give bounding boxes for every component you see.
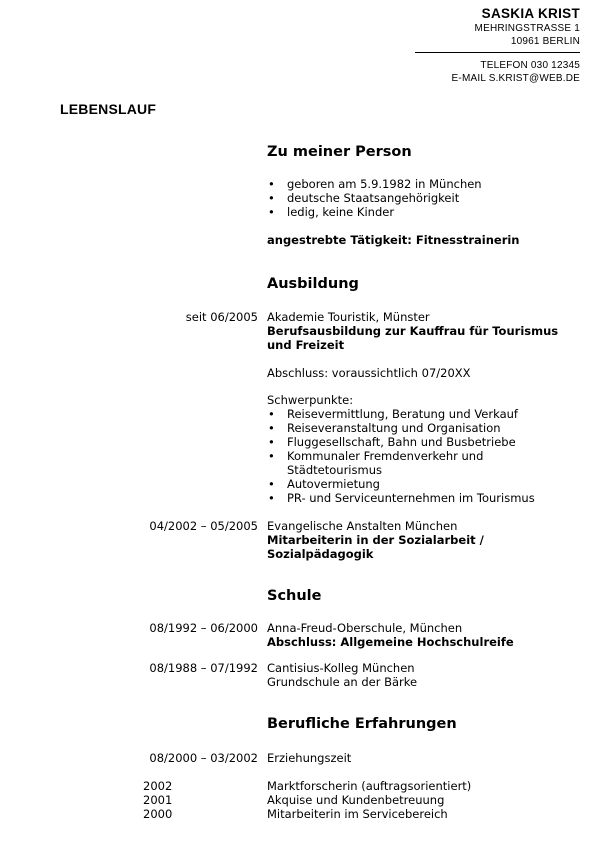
focus-label: Schwerpunkte: (267, 393, 354, 407)
section-heading-schule: Schule (267, 588, 322, 604)
entry-degree-cont: und Freizeit (267, 338, 345, 352)
entry-role: Mitarbeiterin in der Sozialarbeit / (267, 533, 484, 547)
list-item: • deutsche Staatsangehörigkeit (267, 191, 482, 205)
section-heading-beruf: Berufliche Erfahrungen (267, 716, 457, 732)
list-item: • Fluggesellschaft, Bahn und Busbetriebe (267, 435, 535, 449)
list-item (267, 449, 535, 477)
entry-year: 2002 (143, 779, 173, 793)
header-divider (415, 52, 580, 53)
email: E-MAIL S.KRIST@WEB.DE (451, 73, 580, 84)
entry-abschluss: Abschluss: voraussichtlich 07/20XX (267, 366, 471, 380)
header-contact (452, 59, 580, 85)
list-item: • ledig, keine Kinder (267, 205, 482, 219)
entry-date: 04/2002 – 05/2005 (149, 519, 258, 533)
entry-school-cont: Grundschule an der Bärke (267, 675, 418, 689)
list-item: • geboren am 5.9.1982 in München (267, 177, 482, 191)
entry-year: 2001 (143, 793, 173, 807)
entry-text: Erziehungszeit (267, 751, 352, 765)
list-item-line: Kommunaler Fremdenverkehr und (287, 449, 484, 463)
entry-abschluss: Abschluss: Allgemeine Hochschulreife (267, 635, 514, 649)
career-goal: angestrebte Tätigkeit: Fitnesstrainerin (267, 233, 520, 247)
document-title: LEBENSLAUF (60, 101, 157, 117)
entry-date: 08/1988 – 07/1992 (149, 661, 258, 675)
address-city: 10961 BERLIN (510, 36, 580, 47)
phone: TELEFON 030 12345 (480, 60, 580, 71)
list-item: • Reisevermittlung, Beratung und Verkauf (267, 407, 535, 421)
focus-list (267, 407, 535, 505)
entry-year: 2000 (143, 807, 173, 821)
entry-institution: Akademie Touristik, Münster (267, 310, 430, 324)
entry-date: seit 06/2005 (185, 310, 258, 324)
entry-date: 08/2000 – 03/2002 (149, 751, 258, 765)
entry-degree: Berufsausbildung zur Kauffrau für Tourismus (267, 324, 559, 338)
entry-school: Anna-Freud-Oberschule, München (267, 621, 463, 635)
list-item: • Reiseveranstaltung und Organisation (267, 421, 535, 435)
person-list (267, 177, 482, 219)
entry-text: Mitarbeiterin im Servicebereich (267, 807, 448, 821)
section-heading-person: Zu meiner Person (267, 144, 412, 160)
list-item-line: Städtetourismus (287, 463, 382, 477)
list-item: • Autovermietung (267, 477, 535, 491)
entry-date: 08/1992 – 06/2000 (149, 621, 258, 635)
entry-school: Cantisius-Kolleg München (267, 661, 415, 675)
header-address (475, 6, 580, 48)
entry-institution: Evangelische Anstalten München (267, 519, 458, 533)
entry-text: Marktforscherin (auftragsorientiert) (267, 779, 472, 793)
applicant-name: SASKIA KRIST (481, 6, 580, 21)
section-heading-ausbildung: Ausbildung (267, 276, 359, 292)
entry-text: Akquise und Kundenbetreuung (267, 793, 445, 807)
address-street: MEHRINGSTRASSE 1 (474, 23, 580, 34)
entry-role-cont: Sozialpädagogik (267, 547, 374, 561)
list-item: • PR- und Serviceunternehmen im Tourismus (267, 491, 535, 505)
